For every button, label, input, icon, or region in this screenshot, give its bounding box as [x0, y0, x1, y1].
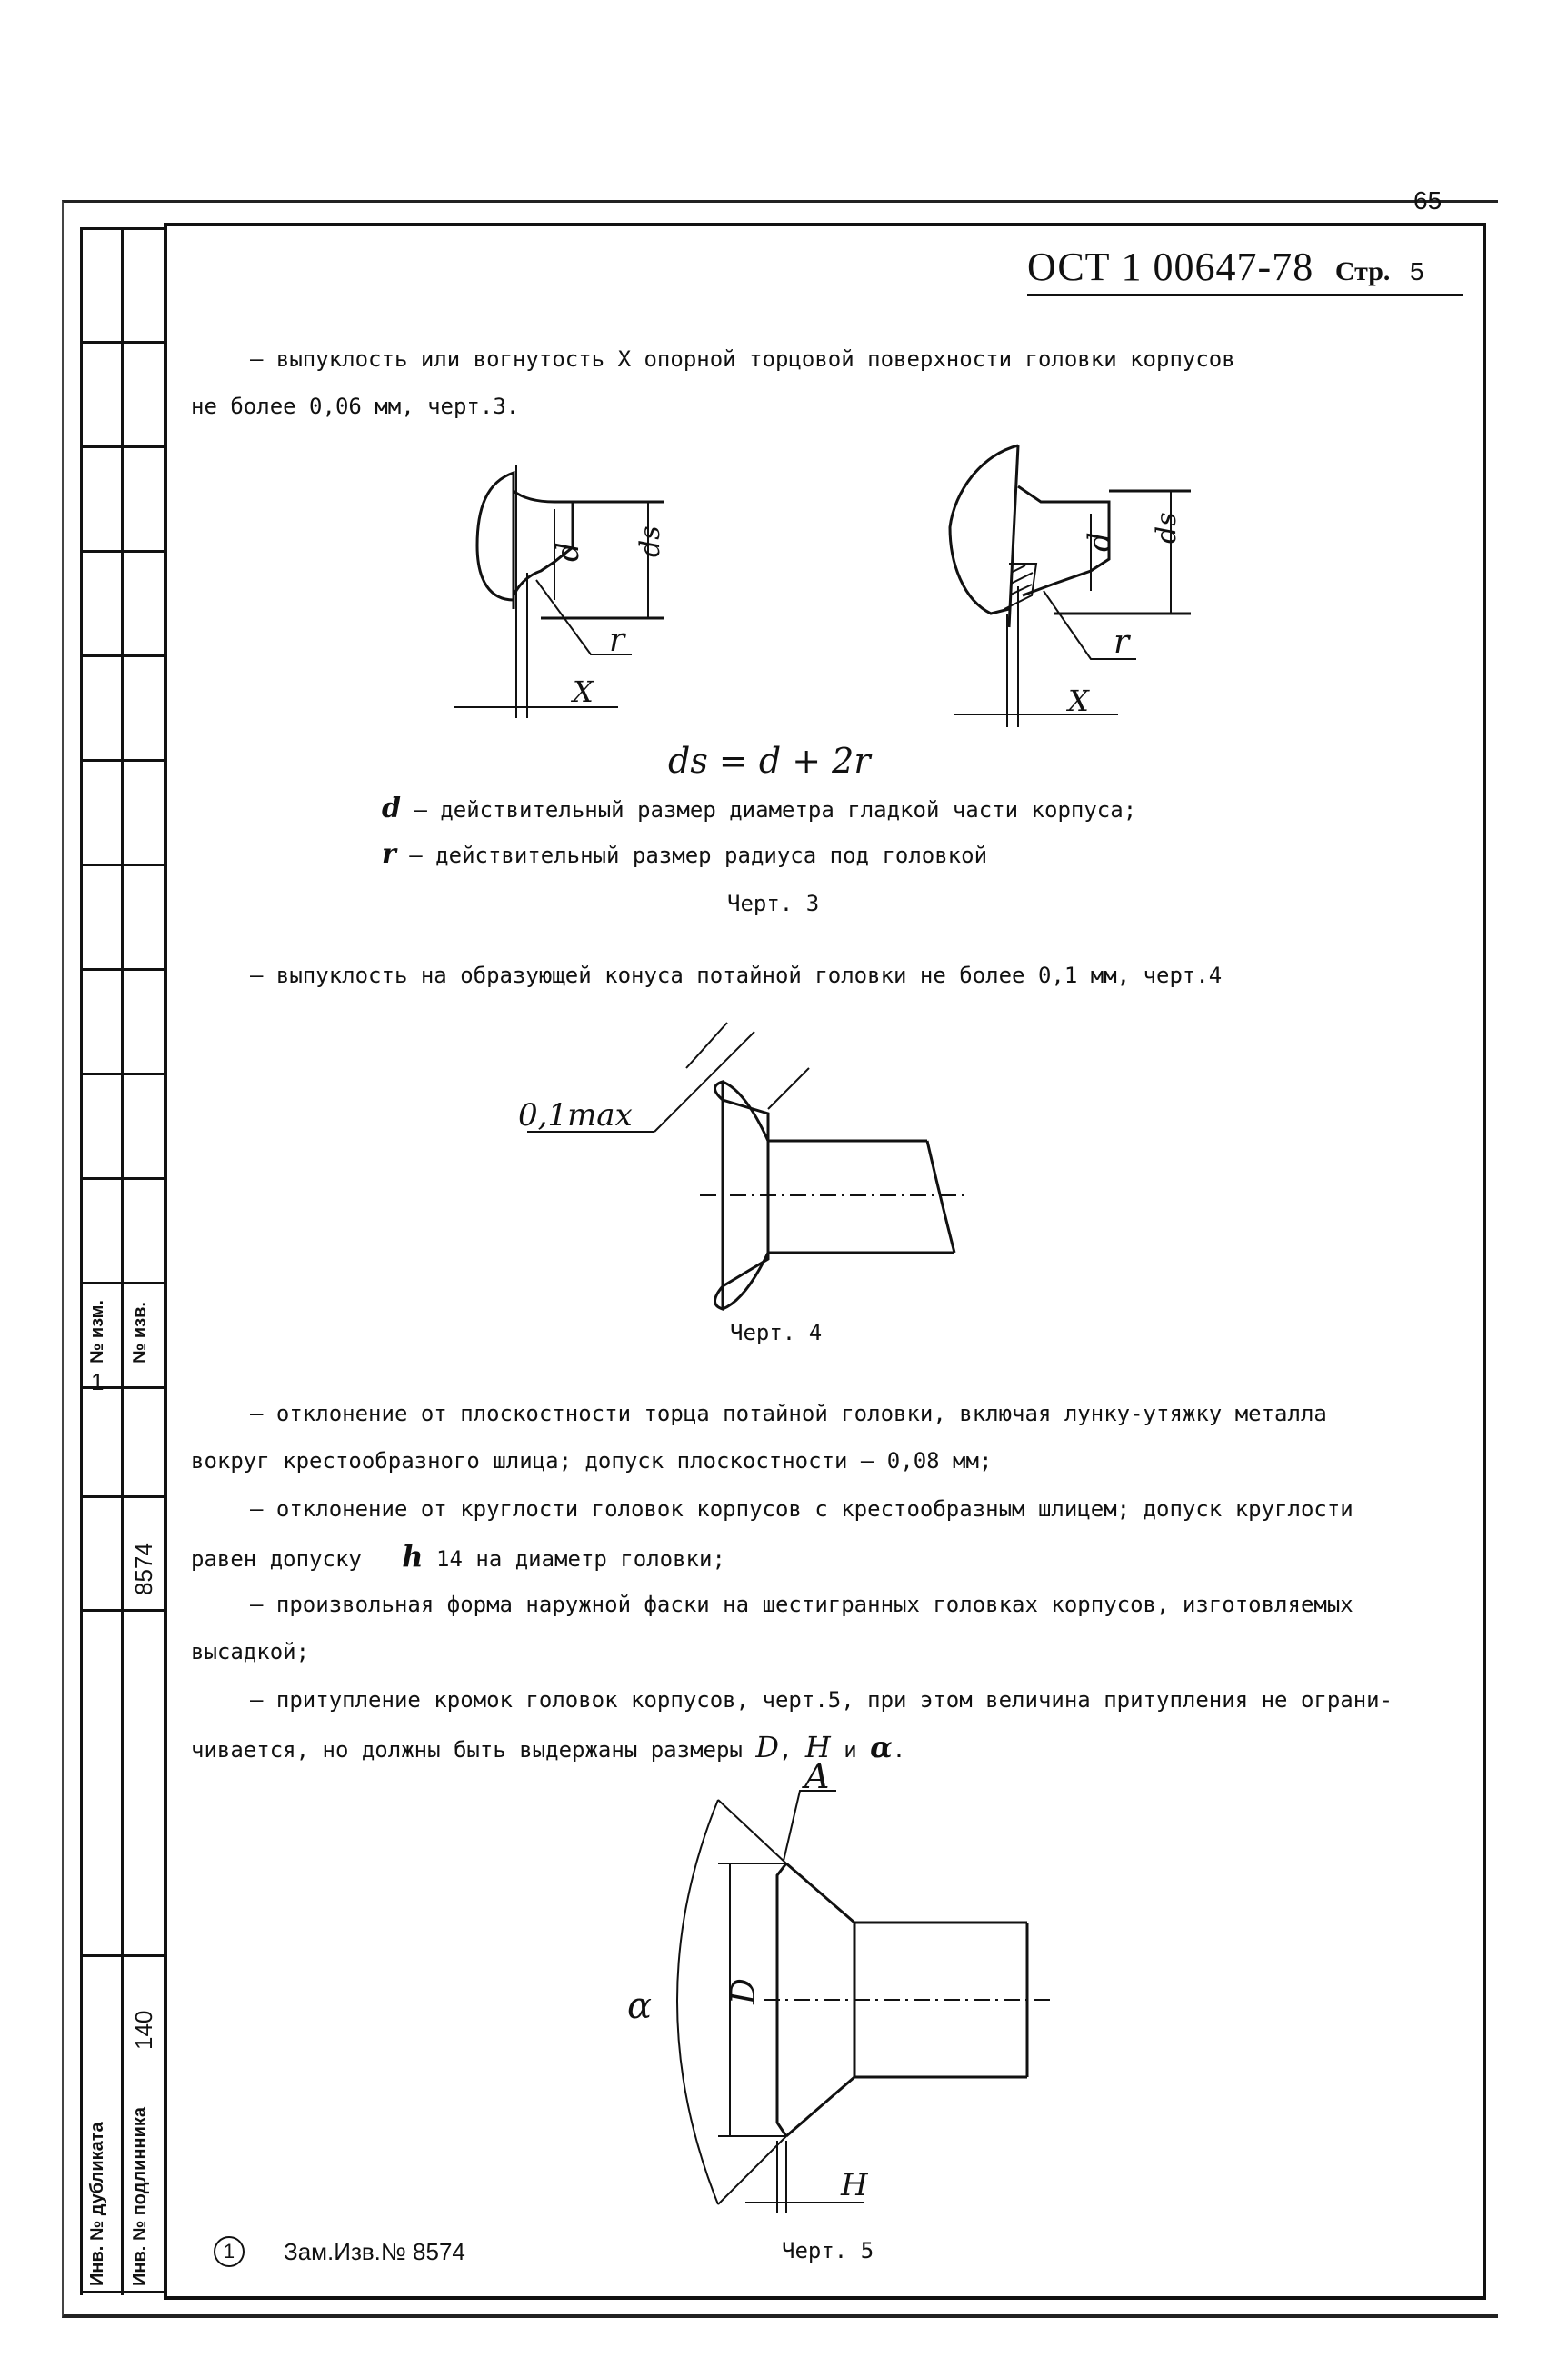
fig5-alpha-ext: [718, 2136, 786, 2204]
p6-symbol-D: D: [755, 1730, 779, 1764]
page-number: 65: [1413, 186, 1443, 215]
paragraph-line: – выпуклость на образующей конуса потайной головки не более 0,1 мм, черт.4: [250, 963, 1223, 988]
document-header: [1027, 244, 1424, 290]
strip-change-no: 1: [91, 1368, 105, 1395]
fig3-label-ds-right: ds: [1151, 512, 1183, 544]
fig3-label-r: r: [609, 622, 625, 659]
paragraph-line: чивается, но должны быть выдержаны размеры D, H и α.: [191, 1730, 906, 1764]
fig5-caption: Черт. 5: [782, 2238, 874, 2263]
p4-text-a: равен допуску: [191, 1546, 362, 1572]
fig4-caption: Черт. 4: [730, 1320, 823, 1345]
change-note: Зам.Изв.№ 8574: [284, 2238, 465, 2265]
fig5-label-H: H: [841, 2167, 868, 2203]
fig3-caption: Черт. 3: [727, 891, 820, 916]
fig5-alpha-ext: [718, 1800, 786, 1863]
fig3-formula: ds = d + 2r: [668, 741, 871, 781]
fig3-legend-r-text: – действительный размер радиуса под головкой: [409, 843, 988, 868]
fig3-label-d-right: d: [1082, 532, 1118, 552]
strip-cell: [80, 1609, 164, 1612]
strip-cell: [80, 1495, 164, 1498]
fig4-dim-ext: [768, 1068, 809, 1109]
fig5-label-alpha: α: [627, 1985, 653, 2027]
strip-label-inv-dup: Инв. № подлинника: [130, 2106, 150, 2286]
strip-border-left: [80, 227, 83, 2295]
fig3-legend-r-symbol: r: [382, 838, 396, 870]
strip-cell: [80, 2291, 164, 2293]
p6-text: чивается, но должны быть выдержаны размеры: [191, 1737, 743, 1763]
fig4-shank-break: [927, 1141, 954, 1253]
paragraph-line: вокруг крестообразного шлица; допуск плоскостности – 0,08 мм;: [191, 1448, 993, 1474]
paragraph-line: [191, 1539, 725, 1574]
paragraph-line: – отклонение от плоскостности торца потайной головки, включая лунку-утяжку металла: [250, 1401, 1327, 1426]
strip-cell: [80, 1954, 164, 1957]
strip-cell: [80, 968, 164, 971]
fig5-cone-top: [786, 1863, 854, 1923]
fig3-legend-d: [382, 795, 1136, 824]
strip-label-notice: № изв.: [130, 1302, 150, 1364]
figure-5-drawing: [582, 1756, 1073, 2213]
paragraph-line: не более 0,06 мм, черт.3.: [191, 394, 520, 419]
fig3-legend-r: [382, 838, 988, 870]
fig3-label-r-right: r: [1114, 624, 1130, 661]
paragraph-line: – произвольная форма наружной фаски на шестигранных головках корпусов, изготовляемых: [250, 1592, 1353, 1617]
strip-cell: [80, 341, 164, 344]
strip-cell: [80, 759, 164, 762]
fig4-dim-ext: [686, 1023, 727, 1068]
standard-designation: ОСТ 1 00647-78: [1027, 245, 1314, 289]
fig5-cone-bottom: [786, 2077, 854, 2136]
strip-divider: [121, 227, 124, 2295]
strip-cell: [80, 227, 164, 230]
fig5-A-leader: [784, 1791, 836, 1861]
fig3-label-x: X: [573, 674, 594, 709]
p6-end: .: [892, 1737, 906, 1763]
strip-label-change: № изм.: [87, 1300, 107, 1364]
strip-cell: [80, 864, 164, 866]
fig3-legend-d-text: – действительный размер диаметра гладкой части корпуса;: [414, 797, 1137, 823]
paragraph-line: – притупление кромок головок корпусов, черт.5, при этом величина притупления не ограни-: [250, 1687, 1393, 1713]
strip-cell: [80, 654, 164, 657]
fig4-dim-label: 0,1max: [518, 1097, 633, 1134]
strip-notice-no: 8574: [130, 1543, 157, 1595]
strip-cell: [80, 1177, 164, 1180]
p4-tolerance-symbol: h: [402, 1539, 424, 1574]
strip-label-inv-orig: Инв. № дубликата: [87, 2122, 107, 2286]
strip-cell: [80, 1282, 164, 1284]
figure-3-drawing: [436, 427, 1227, 736]
fig3-right-face: [1009, 445, 1018, 627]
fig3-label-d: d: [550, 542, 586, 562]
side-stamp-strip: [80, 227, 162, 2295]
fig3-label-x-right: X: [1068, 684, 1089, 718]
fig3-left-head: [477, 473, 514, 600]
fig3-legend-d-symbol: d: [382, 793, 401, 824]
fig5-label-D: D: [725, 1978, 763, 2004]
strip-cell: [80, 550, 164, 553]
paragraph-line: – отклонение от круглости головок корпусов с крестообразным шлицем; допуск круглости: [250, 1496, 1353, 1522]
figure-4-drawing: [509, 1018, 982, 1309]
strip-cell: [80, 1073, 164, 1075]
p6-and: и: [844, 1737, 857, 1763]
p6-symbol-alpha: α: [870, 1730, 893, 1764]
fig3-hatch: [1011, 573, 1033, 584]
header-underline: [1027, 294, 1463, 296]
change-circle: 1: [214, 2236, 245, 2267]
paragraph-line: – выпуклость или вогнутость X опорной торцовой поверхности головки корпусов: [250, 346, 1235, 372]
p6-symbol-H: H: [804, 1730, 831, 1764]
fig3-label-ds: ds: [634, 525, 666, 557]
strip-inv-no: 140: [130, 2010, 157, 2050]
fig5-alpha-arc: [677, 1800, 718, 2204]
page-label: Стр.: [1334, 256, 1391, 286]
strip-cell: [80, 445, 164, 448]
header-page-no: 5: [1410, 257, 1424, 285]
paragraph-line: высадкой;: [191, 1639, 310, 1664]
fig5-label-A: A: [804, 1756, 830, 1796]
fig3-right-head: [950, 445, 1018, 614]
p4-text-b: 14 на диаметр головки;: [436, 1546, 725, 1572]
